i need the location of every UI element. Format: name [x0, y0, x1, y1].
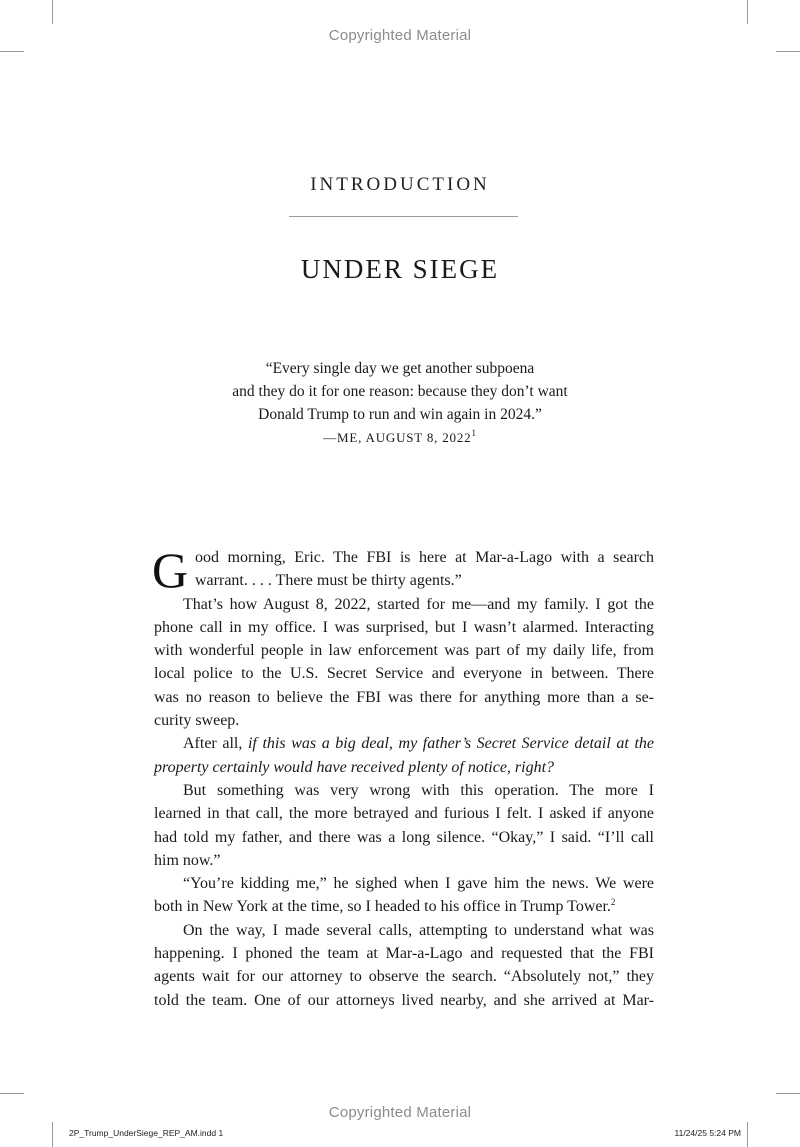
epigraph-line: “Every single day we get another subpoena: [265, 360, 535, 377]
crop-mark-bottom-right: [747, 1122, 748, 1147]
chapter-label: INTRODUCTION: [310, 174, 490, 195]
crop-mark-right-top: [776, 51, 800, 52]
epigraph-attribution-text: —ME, AUGUST 8, 2022: [323, 430, 472, 445]
text-line: But something was very wrong with this operation. The more I: [183, 781, 654, 799]
text-line: That’s how August 8, 2022, started for me—and my family. I got the: [183, 595, 654, 613]
italic-text: property certainly would have received plenty of notice, right?: [154, 758, 555, 776]
crop-mark-left-top: [0, 51, 24, 52]
italic-text: if this was a big deal, my father’s Secret Service detail at the: [247, 735, 655, 753]
drop-cap: G: [152, 542, 189, 598]
epigraph-attribution: [0, 426, 800, 451]
text-line: [154, 895, 654, 918]
file-slug: 2P_Trump_UnderSiege_REP_AM.indd 1: [69, 1128, 224, 1138]
crop-mark-top-right: [747, 0, 748, 24]
text-line: [154, 756, 654, 779]
text-line: ood morning, Eric. The FBI is here at Mar-a-Lago with a search: [195, 549, 654, 566]
epigraph-line: and they do it for one reason: because they don’t want: [232, 383, 568, 400]
text-line: learned in that call, the more betrayed and furious I felt. I asked if anyone: [154, 805, 654, 823]
copyright-watermark-bottom: Copyrighted Material: [328, 1104, 472, 1121]
text-line: with wonderful people in law enforcement was part of my daily life, from: [154, 642, 654, 660]
text-line: happening. I phoned the team at Mar-a-Lago and requested that the FBI: [154, 945, 654, 963]
crop-mark-bottom-left: [52, 1122, 53, 1147]
text-line: agents wait for our attorney to observe the search. “Absolutely not,” they: [154, 968, 654, 986]
crop-mark-right-bottom: [776, 1093, 800, 1094]
text-line: told the team. One of our attorneys lived nearby, and she arrived at Mar-: [154, 991, 654, 1009]
chapter-title: UNDER SIEGE: [300, 254, 500, 284]
epigraph: [0, 357, 800, 451]
copyright-watermark-top: Copyrighted Material: [328, 27, 472, 44]
endnote-marker[interactable]: 2: [610, 897, 616, 908]
text-line: him now.”: [154, 851, 221, 869]
text-line: phone call in my office. I was surprised, but I wasn’t alarmed. Interacting: [154, 618, 654, 636]
text-line: “You’re kidding me,” he sighed when I gave him the news. We were: [183, 875, 654, 893]
text-line: local police to the U.S. Secret Service and everyone in between. There: [154, 665, 654, 683]
text-run: both in New York at the time, so I headed to his office in Trump Tower.: [154, 898, 611, 916]
text-line: had told my father, and there was a long silence. “Okay,” I said. “I’ll call: [154, 828, 654, 846]
text-line: curity sweep.: [154, 712, 240, 730]
crop-mark-top-left: [52, 0, 53, 24]
title-divider: [289, 216, 518, 217]
text-line: was no reason to believe the FBI was there for anything more than a se-: [154, 688, 654, 706]
crop-mark-left-bottom: [0, 1093, 24, 1094]
text-line: On the way, I made several calls, attempting to understand what was: [183, 921, 654, 939]
endnote-marker[interactable]: 1: [471, 428, 477, 438]
epigraph-line: Donald Trump to run and win again in 2024.”: [258, 406, 542, 423]
text-line: warrant. . . . There must be thirty agents.”: [195, 572, 462, 590]
body-text: [152, 542, 655, 1012]
text-line: [154, 732, 654, 755]
timestamp-slug: 11/24/25 5:24 PM: [674, 1128, 741, 1138]
text-run: After all,: [183, 735, 248, 753]
